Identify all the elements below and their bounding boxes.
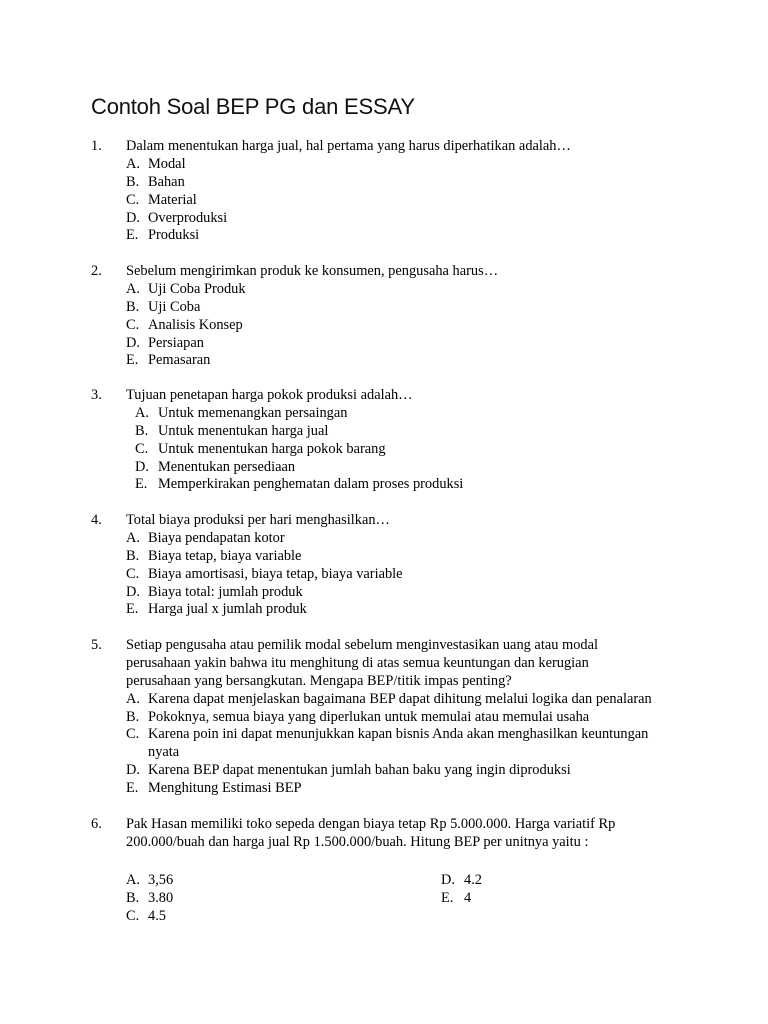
option-text: Harga jual x jumlah produk: [148, 601, 307, 618]
option-text: nyata: [148, 744, 180, 761]
question-number: 2.: [91, 263, 102, 279]
option-c: [0, 726, 768, 744]
option-letter: A.: [126, 872, 140, 888]
option-letter: B.: [135, 422, 149, 439]
option-text: Untuk menentukan harga pokok barang: [158, 440, 386, 457]
option-text: 4.5: [148, 907, 166, 924]
option-letter: E.: [126, 601, 139, 618]
option-text: Uji Coba: [148, 298, 201, 315]
option-letter: C.: [126, 565, 140, 582]
option-letter: B.: [126, 547, 140, 564]
question-text: perusahaan yakin bahwa itu menghitung di atas semua keuntungan dan kerugian: [126, 654, 589, 671]
option-e: [0, 352, 768, 370]
option-text: Produksi: [148, 227, 200, 244]
question-line: [0, 816, 768, 834]
question-number: 6.: [91, 816, 102, 832]
option-letter: E.: [126, 780, 139, 797]
question-line: [0, 637, 768, 655]
option-text: Biaya tetap, biaya variable: [148, 547, 302, 564]
question-number: 5.: [91, 637, 102, 653]
option-d: [0, 872, 768, 890]
question-line: [0, 512, 768, 530]
option-a: [0, 156, 768, 174]
option-letter: D.: [441, 872, 455, 888]
option-letter: E.: [135, 476, 148, 493]
option-letter: D.: [126, 209, 140, 226]
option-letter: B.: [126, 298, 140, 315]
option-letter: E.: [126, 227, 139, 244]
option-b: [0, 709, 768, 727]
option-c-continuation: [0, 744, 768, 762]
option-letter: C.: [126, 316, 140, 333]
option-letter: D.: [126, 762, 140, 779]
option-d: [0, 762, 768, 780]
option-e: [0, 890, 768, 908]
option-text: Biaya total: jumlah produk: [148, 583, 303, 600]
option-d: [0, 459, 768, 477]
question-line: [0, 387, 768, 405]
option-text: Uji Coba Produk: [148, 280, 246, 297]
option-text: Untuk menentukan harga jual: [158, 422, 329, 439]
option-text: Untuk memenangkan persaingan: [158, 404, 348, 421]
option-text: Modal: [148, 155, 186, 172]
question-5: [0, 637, 768, 798]
option-a: [0, 281, 768, 299]
question-text: Total biaya produksi per hari menghasilkan…: [126, 512, 390, 528]
option-letter: C.: [126, 907, 140, 924]
question-line: [0, 834, 768, 852]
question-line: [0, 138, 768, 156]
question-number: 1.: [91, 138, 102, 154]
question-text: perusahaan yang bersangkutan. Mengapa BEP/titik impas penting?: [126, 672, 512, 689]
option-c: [0, 908, 768, 926]
option-letter: A.: [126, 529, 140, 546]
option-text: Pemasaran: [148, 352, 211, 369]
question-text: Setiap pengusaha atau pemilik modal sebelum menginvestasikan uang atau modal: [126, 637, 598, 653]
option-letter: D.: [126, 334, 140, 351]
question-1: [0, 138, 768, 245]
option-d: [0, 335, 768, 353]
option-e: [0, 476, 768, 494]
option-letter: D.: [126, 583, 140, 600]
question-2: [0, 263, 768, 370]
option-text: Karena BEP dapat menentukan jumlah bahan baku yang ingin diproduksi: [148, 762, 571, 779]
option-c: [0, 192, 768, 210]
option-text: Memperkirakan penghematan dalam proses produksi: [158, 476, 464, 493]
option-letter: B.: [126, 889, 140, 906]
option-c: [0, 566, 768, 584]
question-line: [0, 263, 768, 281]
option-text: Karena dapat menjelaskan bagaimana BEP dapat dihitung melalui logika dan penalaran: [148, 690, 652, 707]
option-letter: C.: [126, 726, 140, 743]
option-letter: B.: [126, 708, 140, 725]
question-text: Sebelum mengirimkan produk ke konsumen, pengusaha harus…: [126, 263, 499, 279]
option-b: [0, 548, 768, 566]
option-letter: A.: [126, 280, 140, 297]
option-text: Karena poin ini dapat menunjukkan kapan bisnis Anda akan menghasilkan keuntungan: [148, 726, 649, 743]
option-text: Menghitung Estimasi BEP: [148, 780, 302, 797]
option-text: 3,56: [148, 872, 174, 888]
option-text: Biaya pendapatan kotor: [148, 529, 285, 546]
question-4: [0, 512, 768, 619]
option-text: Persiapan: [148, 334, 204, 351]
question-text: 200.000/buah dan harga jual Rp 1.500.000/buah. Hitung BEP per unitnya yaitu :: [126, 833, 589, 850]
option-letter: D.: [135, 458, 149, 475]
option-letter: A.: [135, 404, 149, 421]
option-letter: E.: [441, 889, 454, 906]
option-d: [0, 210, 768, 228]
option-b: [0, 299, 768, 317]
question-number: 4.: [91, 512, 102, 528]
option-e: [0, 780, 768, 798]
option-text: Material: [148, 191, 197, 208]
page-title: Contoh Soal BEP PG dan ESSAY: [91, 94, 415, 119]
option-c: [0, 317, 768, 335]
option-letter: C.: [126, 191, 140, 208]
question-6: [0, 816, 768, 852]
question-line: [0, 673, 768, 691]
question-text: Tujuan penetapan harga pokok produksi adalah…: [126, 387, 413, 403]
option-text: Menentukan persediaan: [158, 458, 296, 475]
question-line: [0, 655, 768, 673]
option-text: Biaya amortisasi, biaya tetap, biaya variable: [148, 565, 403, 582]
option-text: Overproduksi: [148, 209, 228, 226]
option-letter: B.: [126, 173, 140, 190]
option-text: 3.80: [148, 889, 174, 906]
option-b: [0, 174, 768, 192]
option-a: [0, 691, 768, 709]
option-e: [0, 227, 768, 245]
option-text: Pokoknya, semua biaya yang diperlukan untuk memulai atau memulai usaha: [148, 708, 590, 725]
question-number: 3.: [91, 387, 102, 403]
option-e: [0, 601, 768, 619]
question-3: [0, 387, 768, 494]
option-letter: C.: [135, 440, 149, 457]
option-a: [0, 405, 768, 423]
option-letter: A.: [126, 690, 140, 707]
question-text: Dalam menentukan harga jual, hal pertama yang harus diperhatikan adalah…: [126, 138, 571, 154]
option-text: Bahan: [148, 173, 185, 190]
option-text: 4.2: [464, 872, 482, 888]
option-d: [0, 584, 768, 602]
option-letter: A.: [126, 155, 140, 172]
question-text: Pak Hasan memiliki toko sepeda dengan biaya tetap Rp 5.000.000. Harga variatif Rp: [126, 816, 616, 832]
option-a: [0, 530, 768, 548]
option-b: [0, 423, 768, 441]
option-c: [0, 441, 768, 459]
option-letter: E.: [126, 352, 139, 369]
option-text: 4: [464, 889, 472, 906]
option-text: Analisis Konsep: [148, 316, 243, 333]
